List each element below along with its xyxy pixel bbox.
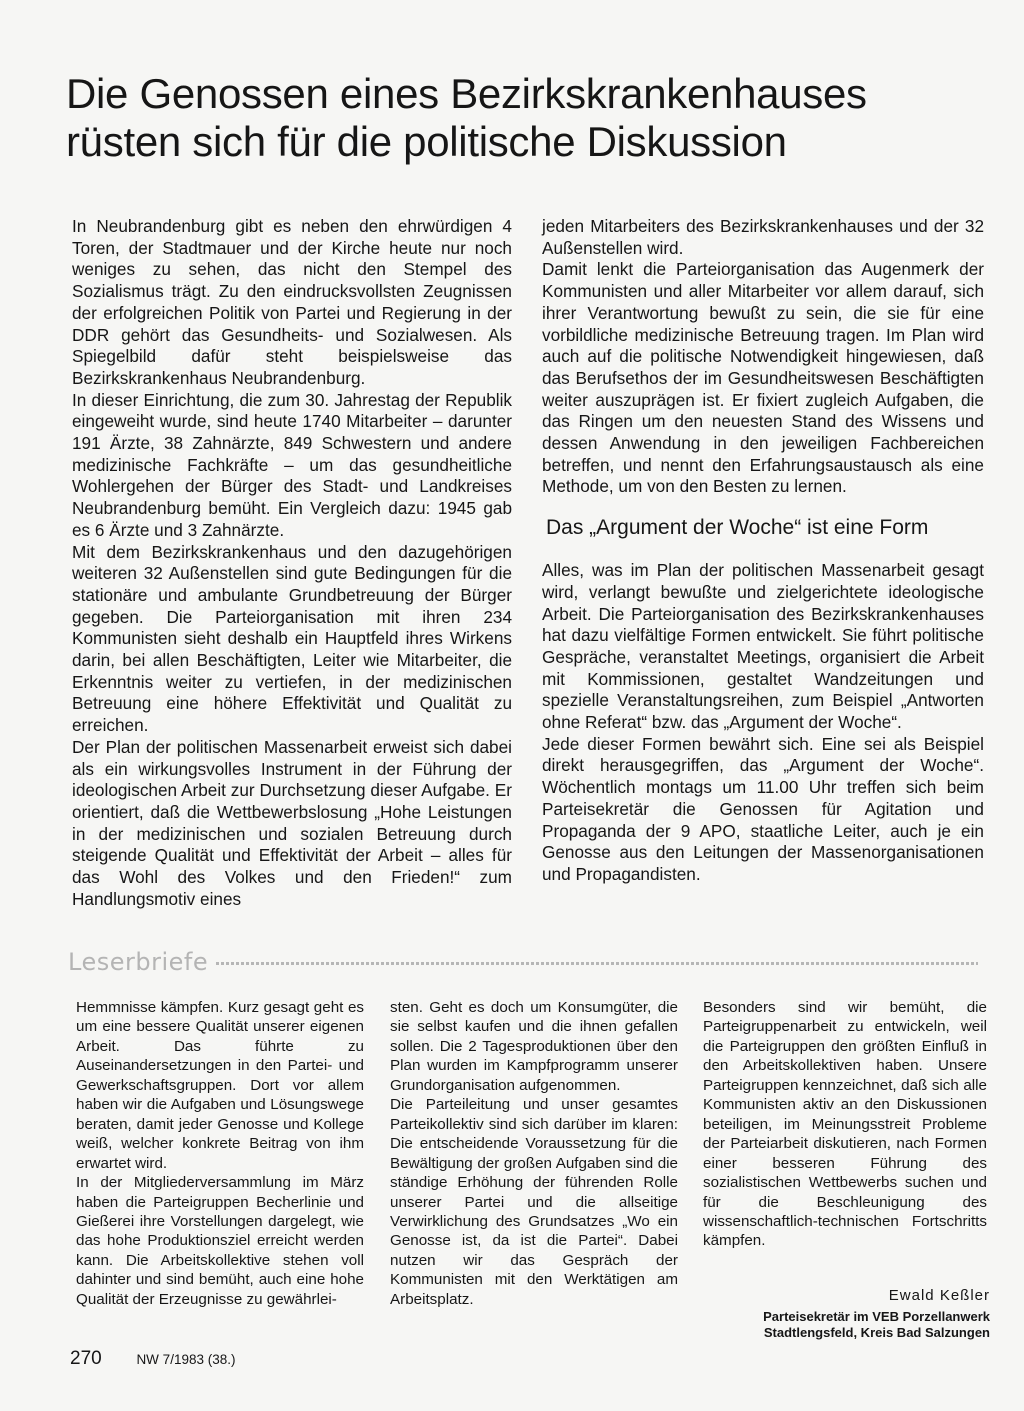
letter-paragraph: Hemmnisse kämpfen. Kurz gesagt geht es um eine bessere Qualität unserer eigenen Arbeit. Das führte zu Auseinandersetzungen in den Partei- und Gewerkschaftsgruppen. Dort vor allem haben wir die Aufgaben und Lösungswege beraten, damit jeder Genosse und Kollege weiß, welcher konkrete Beitrag von ihm erwartet wird. [76,999,364,1172]
author-role-line-2: Stadtlengsfeld, Kreis Bad Salzungen [763,1325,990,1340]
article-column-left [72,216,512,911]
letter-paragraph: In der Mitgliederversammlung im März haben die Parteigruppen Becherlinie und Gießerei ihre Vorstellungen dargelegt, wie das hohe Produktionsziel erreicht werden kann. Die Arbeitskollektive stehen voll dahinter und sind bemüht, auch eine hohe Qualität der Erzeugnisse zu gewährlei- [76,1174,364,1308]
article-paragraph: Mit dem Bezirkskrankenhaus und den dazugehörigen weiteren 32 Außenstellen sind gute Bedingungen für die stationäre und ambulante Grundbetreuung der Bürger gegeben. Die Parteiorganisation mit ihren 234 Kommunisten sieht deshalb ein Hauptfeld ihres Wirkens darin, bei allen Beschäftigten, Leiter wie Mitarbeiter, die Erkenntnis weiter zu vertiefen, in der medizinischen Betreuung eine höhere Effektivität und Qualität zu erreichen. [72,541,512,736]
author-role-line-1: Parteisekretär im VEB Porzellanwerk [763,1309,990,1324]
page-number: 270 [70,1348,102,1369]
page-footer [70,1348,235,1370]
headline [66,70,986,166]
headline-line-2: rüsten sich für die politische Diskussion [66,118,787,165]
letter-signature [703,1286,990,1341]
issue-label: NW 7/1983 (38.) [136,1352,236,1367]
article-paragraph: In dieser Einrichtung, die zum 30. Jahrestag der Republik eingeweiht wurde, sind heute 1740 Mitarbeiter – darunter 191 Ärzte, 38 Zahnärzte, 849 Schwestern und andere medizinische Fachkräfte – um das gesundheitliche Wohlergehen der Bürger des Stadt- und Landkreises Neubrandenburg bemüht. Ein Vergleich dazu: 1945 gab es 6 Ärzte und 3 Zahnärzte. [72,389,512,540]
dotted-rule [216,962,978,965]
article-paragraph: Jede dieser Formen bewährt sich. Eine sei als Beispiel direkt herausgegriffen, das „Argument der Woche“. Wöchentlich montags um 11.00 Uhr treffen sich beim Parteisekretär die Genossen für Agitation und Propaganda der 9 APO, staatliche Leiter, auch je ein Genosse aus den Leitungen der Massenorganisationen und Propagandisten. [542,733,984,884]
letters-section-label: Leserbriefe [68,948,209,976]
article-subheading: Das „Argument der Woche“ ist eine Form [546,516,929,540]
article-paragraph: Alles, was im Plan der politischen Massenarbeit gesagt wird, verlangt bewußte und zielgerichtete ideologische Arbeit. Die Parteiorganisation des Bezirkskrankenhauses hat dazu vielfältige Formen entwickelt. Sie führt politische Gespräche, veranstaltet Meetings, organisiert die Arbeit mit Kommissionen, gestaltet Wandzeitungen und spezielle Veranstaltungsreihen, zum Beispiel „Antworten ohne Referat“ bzw. das „Argument der Woche“. [542,560,984,733]
author-name: Ewald Keßler [888,1287,990,1304]
letter-paragraph: Besonders sind wir bemüht, die Parteigruppenarbeit zu entwickeln, weil die Parteigruppen den größten Einfluß in den Arbeitskollektiven haben. Unsere Parteigruppen kennzeichnet, daß sich alle Kommunisten aktiv an den Diskussionen beteiligen, im Meinungsstreit Probleme der Parteiarbeit diskutieren, nach Formen einer besseren Führung des sozialistischen Wettbewerbs suchen und für die Beschleunigung des wissenschaftlich-technischen Fortschritts kämpfen. [703,999,987,1250]
letter-column-1 [76,998,364,1309]
article-paragraph: jeden Mitarbeiters des Bezirkskrankenhauses und der 32 Außenstellen wird. [542,216,984,258]
article-paragraph: In Neubrandenburg gibt es neben den ehrwürdigen 4 Toren, der Stadtmauer und der Kirche heute nur noch weniges zu sehen, das nicht den Stempel des Sozialismus trägt. Zu den eindrucksvollsten Zeugnissen der erfolgreichen Politik von Partei und Regierung in der DDR gehört das Gesundheits- und Sozialwesen. Als Spiegelbild dafür steht beispielsweise das Bezirkskrankenhaus Neubrandenburg. [72,216,512,388]
headline-line-1: Die Genossen eines Bezirkskrankenhauses [66,70,867,117]
article-paragraph: Damit lenkt die Parteiorganisation das Augenmerk der Kommunisten und aller Mitarbeiter vor allem darauf, sich ihrer Verantwortung bewußt zu sein, die sie für eine vorbildliche medizinische Betreuung tragen. Im Plan wird auch auf die politische Notwendigkeit hingewiesen, daß das Berufsethos der im Gesundheitswesen Beschäftigten weiter auszuprägen ist. Er fixiert zugleich Aufgaben, die das Ringen um den neuesten Stand des Wissens und dessen Anwendung in den jeweiligen Fachbereichen betreffen, und nennt den Erfahrungsaustausch als eine Methode, um von den Besten zu lernen. [542,259,984,497]
letter-column-3 [703,998,987,1251]
letter-paragraph: Die Parteileitung und unser gesamtes Parteikollektiv sind sich darüber im klaren: Die entscheidende Voraussetzung für die Bewältigung der großen Aufgaben sind die ständige Erhöhung der führenden Rolle unserer Partei und die allseitige Verwirklichung des Grundsatzes „Wo ein Genosse ist, da ist die Partei“. Dabei nutzen wir das Gespräch der Kommunisten mit den Werktätigen am Arbeitsplatz. [390,1096,678,1308]
letter-paragraph: sten. Geht es doch um Konsumgüter, die sie selbst kaufen und die ihnen gefallen sollen. Die 2 Tagesproduktionen über den Plan wurden im Kampfprogramm unserer Grundorganisation aufgenommen. [390,999,678,1094]
article-paragraph: Der Plan der politischen Massenarbeit erweist sich dabei als ein wirkungsvolles Instrument in der Führung der ideologischen Arbeit zur Durchsetzung dieser Aufgabe. Er orientiert, daß die Wettbewerbslosung „Hohe Leistungen in der medizinischen und sozialen Betreuung durch steigende Qualität und Effektivität der Arbeit – alles für das Wohl des Volkes und den Frieden!“ zum Handlungsmotiv eines [72,736,512,909]
letters-section-header [66,946,981,976]
article-column-right [542,216,984,886]
letter-column-2 [390,998,678,1309]
